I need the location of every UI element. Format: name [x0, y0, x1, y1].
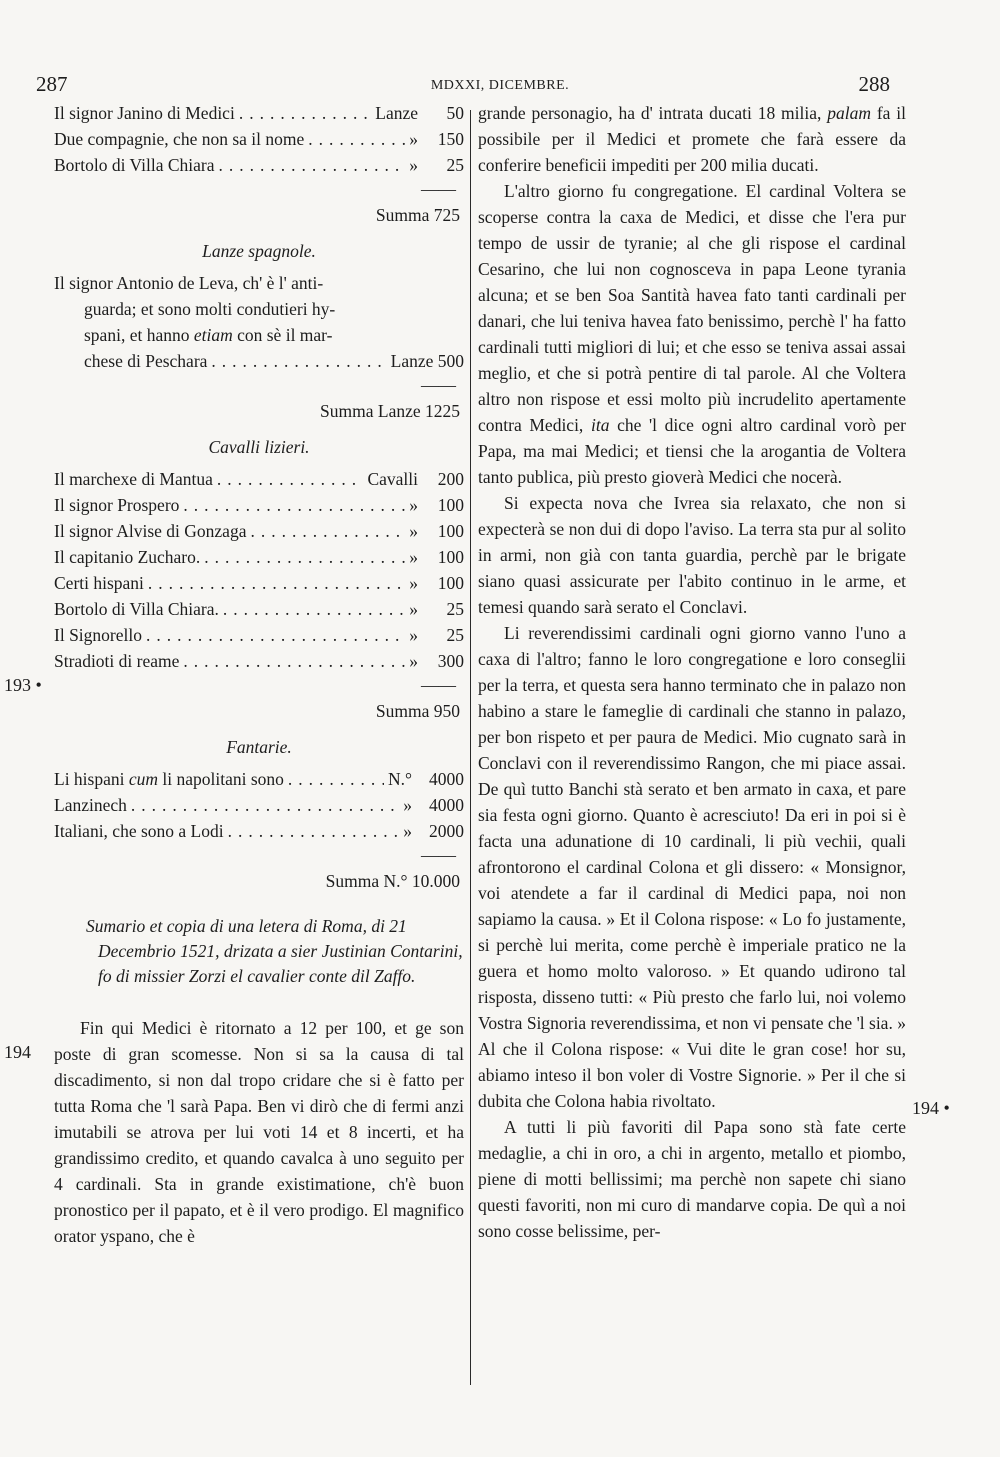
list-item: Due compagnie, che non sa il nome ..... » 150 — [54, 126, 464, 152]
sum-rule: —— — [421, 375, 456, 395]
list-item: Il marchexe di Mantua ..... Cavalli 200 — [54, 466, 464, 492]
summa-total: Summa N.° 10.000 — [325, 871, 460, 891]
list-item: Stradioti di reame ..... » 300 — [54, 648, 464, 674]
left-column — [54, 100, 464, 1249]
list-item: Il Signorello ..... » 25 — [54, 622, 464, 648]
margin-number-193: 193 • — [4, 675, 42, 695]
page-number-left: 287 — [36, 72, 68, 96]
running-title: MDXXI, DICEMBRE. — [430, 78, 570, 93]
list-item: Il signor Alvise di Gonzaga ..... » 100 — [54, 518, 464, 544]
section-heading: Fantarie. — [226, 737, 292, 757]
body-paragraph: Si expecta nova che Ivrea sia relaxato, che non si expecterà se non dui di dopo l'aviso. La terra sta pur al solito in armi, non già con tanta guardia, perchè par le brigate siano quasi assicurate per l'abito continuo in le arme, et temesi quando sarà serato el Conclavi. — [478, 493, 906, 617]
list-item: Il signor Janino di Medici ..... Lanze 50 — [54, 100, 464, 126]
summa-total: Summa 950 — [375, 701, 460, 721]
body-paragraph: Li reverendissimi cardinali ogni giorno vanno l'uno a caxa di l'altro; fanno le loro congregatione e loro conseglii per la terra, et questa sera hanno terminato che in palazo non habino a stare le fameglie di cardinali che stanno in palazo, per bon rispeto et per paura de Medici. Mio cugnato sarà in Conclavi con il reverendissimo Rangon, che mi piace assai. De quì tutto Banchi stà serato et ben armato in caxa, et pare sia festa ogni giorno. Quanto è acresciuto! Da eri in poi si è facta una adunatione di 10 cardinali, li più vechii, quali afrontorono el cardinal Colona et gli dissero: « Monsignor, voi atendete a far il cardinal di Medici papa, noi non sapiamo la causa. » Et il Colona rispose: « Lo fo justamente, si perchè lui merita, come perchè è imperiale pratico ne la guera et homo molto valoroso. » Et quando udirono tal risposta, disseno tutti: « Più presto che farlo lui, noi volemo Vostra Signoria reverendissima, et non vi pensate che 'l sia. » Al che il Colona rispose: « Vui dite le gran cose! hor su, abiamo inteso il bon voler di Vostre Signorie. » Per il che si dubita che Colona habia rivoltato. — [478, 623, 906, 1111]
section-heading: Lanze spagnole. — [202, 241, 316, 261]
body-paragraph: A tutti li più favoriti dil Papa sono stà fate certe medaglie, a chi in oro, a chi in argento, metallo et piombo, piene di motti bellissimi; ma perchè non sapete chi siano questi favoriti, non mi curo di mandarve copia. De quì a noi sono cosse belissime, per- — [478, 1117, 906, 1241]
body-paragraph: Fin qui Medici è ritornato a 12 per 100, et ge son poste di gran scomesse. Non si sa la causa di tal discadimento, si non dal tropo cridare che si è fatto per tutta Roma che 'l sarà Papa. Ben vi dirò che di fermi anzi imutabili se atrova per lui voti 14 et 8 incerti, et ha grandissimo credito, et quando cavalca à uno seguito per 4 cardinali. Sta in grande existimatione, ch'è buon pronostico per il papato, et è il vero prodigo. El magnifico orator yspano, che è — [54, 1018, 464, 1246]
list-item: Li hispani cum li napolitani sono ..... N.° 4000 — [54, 766, 464, 792]
right-column — [478, 100, 906, 1244]
column-divider — [470, 110, 471, 1385]
list-item: Il capitanio Zucharo. ..... » 100 — [54, 544, 464, 570]
body-paragraph: L'altro giorno fu congregatione. El cardinal Voltera se scoperse contra la caxa de Medici, et disse che l'era pur tempo de ussir de tyranie; al che gli rispose el cardinal Cesarino, che lui non cognosceva in papa Leone tyrania alcuna; et se ben Soa Santità havea fato tanti cardinali per danari, che lui teniva havea fato benissimo, perchè l' ha fatto cardinali tutti migliori di lui; et che esso se teniva assai assai meglio, et che si potrà pentire di tal parole. Al che Voltera altro non rispose et essi molto più incrudelito apertamente contra Medici, ita che 'l dice ogni altro cardinal vorò per Papa, ma mai Medici; et tiensi che la arogantia de Voltera tanto publica, più presto gioverà Medici che nocerà. — [478, 181, 907, 487]
sum-rule: —— — [421, 845, 456, 865]
list-item: Bortolo di Villa Chiara ..... » 25 — [54, 152, 464, 178]
list-item: Il signor Prospero ..... » 100 — [54, 492, 464, 518]
list-item: Certi hispani ..... » 100 — [54, 570, 464, 596]
sum-rule: —— — [421, 675, 456, 695]
body-paragraph: grande personagio, ha d' intrata ducati 18 milia, palam fa il possibile per il Medici et promete che farà essere da conferire beneficii impediti per 200 milia ducati. — [478, 103, 906, 175]
margin-number-194-right: 194 • — [912, 1098, 950, 1118]
section-heading: Cavalli lizieri. — [208, 437, 310, 457]
page-number-right: 288 — [858, 72, 890, 96]
summa-total: Summa Lanze 1225 — [320, 401, 460, 421]
list-item: Lanzinech ..... » 4000 — [54, 792, 464, 818]
letter-title: Sumario et copia di una letera di Roma, di 21 Decembrio 1521, drizata a sier Justinian Contarini, fo di missier Zorzi el cavalier conte dil Zaffo. — [86, 916, 463, 986]
list-item: Italiani, che sono a Lodi ..... » 2000 — [54, 818, 464, 844]
summa-total: Summa 725 — [375, 205, 460, 225]
margin-number-194: 194 — [4, 1042, 31, 1062]
list-item: Bortolo di Villa Chiara. ..... » 25 — [54, 596, 464, 622]
sum-rule: —— — [421, 179, 456, 199]
list-item: Il signor Antonio de Leva, ch' è l' anti- guarda; et sono molti condutieri hy- spani, et hanno etiam con sè il mar- chese di Peschara ..... Lanze 500 — [54, 270, 464, 374]
